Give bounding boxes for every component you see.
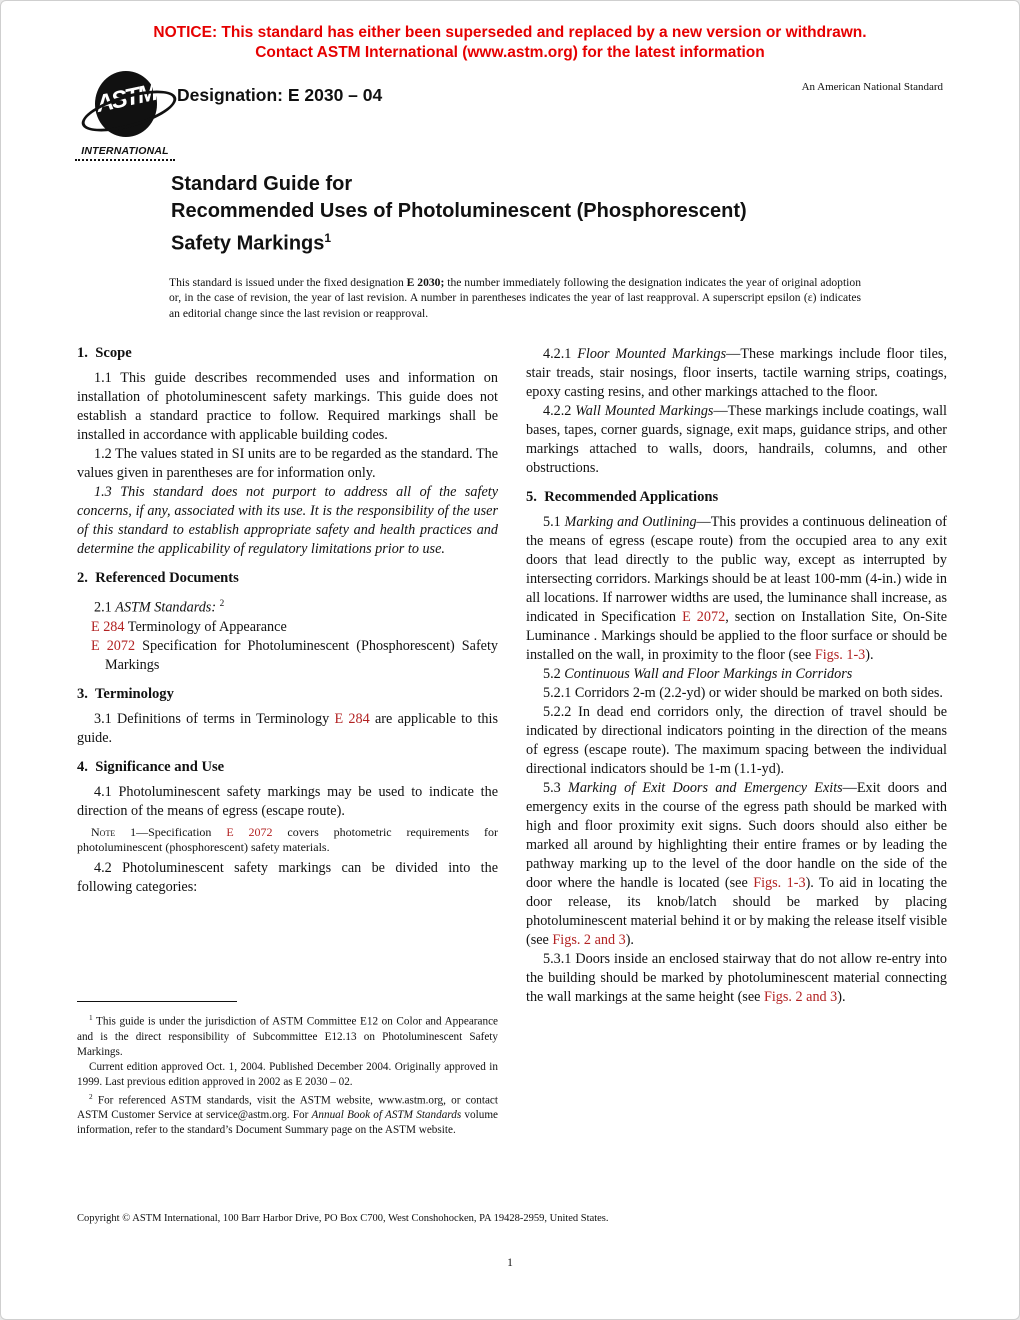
text-segment: 2: [89, 1092, 93, 1101]
reference-link[interactable]: E 2072: [682, 609, 726, 625]
copyright-line: Copyright © ASTM International, 100 Barr Harbor Drive, PO Box C700, West Conshohocken, PA 19428-2959, United States.: [77, 1213, 609, 1224]
section-heading: 1. Scope: [77, 345, 132, 361]
paragraph: [526, 345, 947, 402]
superseded-notice: [1, 23, 1019, 62]
notice-line-1: NOTICE: This standard has either been superseded and replaced by a new version or withdrawn.: [153, 24, 867, 41]
footnote: [77, 1090, 498, 1139]
paragraph: [77, 710, 498, 748]
document-title: [171, 171, 891, 258]
text-segment: This guide is under the jurisdiction of ASTM Committee E12 on Color and Appearance and is the direct responsibility of Subcommittee E12.13 on Photoluminescent Safety Markings.: [77, 1015, 498, 1058]
astm-logo-letters: ASTM: [93, 79, 159, 118]
title-line-3-text: Safety Markings: [171, 232, 325, 255]
text-segment: 5.2.2 In dead end corridors only, the direction of travel should be indicated by directional indicators pointing in the direction of the means of egress (escape route). The maximum spacing between the individual directional indicators should be 1-m (1.1-yd).: [526, 704, 947, 777]
text-segment: E 2030;: [406, 275, 445, 289]
text-segment: covers photometric requirements for photoluminescent (phosphorescent) safety materials.: [77, 824, 499, 855]
issuance-statement: [169, 275, 861, 322]
text-segment: 4.2 Photoluminescent safety markings can be divided into the following categories:: [77, 859, 498, 895]
text-segment: ).: [837, 989, 846, 1005]
text-segment: , section on Installation Site, On-Site Luminance . Markings should be applied to the floor surface or should be installed on the wall, in proximity to the floor (see: [526, 609, 947, 663]
text-segment: 4.2.1: [543, 346, 578, 362]
footnote: [77, 1011, 498, 1060]
text-segment: Specification for Photoluminescent (Phosphorescent) Safety Markings: [105, 637, 499, 673]
american-national-standard-label: An American National Standard: [801, 81, 943, 93]
title-line-2: Recommended Uses of Photoluminescent (Phosphorescent): [171, 200, 747, 222]
text-segment: —Specification: [136, 824, 227, 839]
section-heading: 4. Significance and Use: [77, 758, 225, 775]
section-heading: 5. Recommended Applications: [526, 489, 719, 505]
text-segment: are applicable to this guide.: [77, 710, 498, 746]
text-segment: This standard is issued under the fixed designation: [169, 275, 407, 289]
text-segment: 4.2.2: [543, 403, 576, 419]
paragraph: [77, 594, 498, 618]
footnote: [77, 1060, 498, 1090]
text-segment: ).: [625, 932, 634, 948]
reference-link[interactable]: E 2072: [226, 824, 273, 839]
paragraph: [77, 618, 498, 637]
text-segment: For referenced ASTM standards, visit the ASTM website, www.astm.org, or contact ASTM Customer Service at service@astm.org. For: [77, 1094, 498, 1122]
notice-line-2: Contact ASTM International (www.astm.org) for the latest information: [255, 43, 765, 61]
section-heading: 2. Referenced Documents: [77, 570, 239, 586]
paragraph: [77, 369, 498, 445]
text-segment: —This provides a continuous delineation of the means of egress (escape route) from the occupied area to any exit doors that lead directly to the public way, except as interrupted by intersecting corridors. Markings should be at least 100-mm (4-in.) wide in all locations. If narrower widths are used, the luminance shall increase, as indicated in Specification: [526, 514, 948, 625]
text-segment: —These markings include coatings, wall bases, tapes, corner guards, signage, exit maps, guidance strips, and other markings attached to walls, doors, handrails, columns, and other obstructions.: [526, 403, 947, 476]
paragraph: [526, 950, 947, 1007]
text-segment: Note 1: [91, 824, 137, 839]
paragraph: [526, 665, 947, 684]
right-column: [526, 345, 947, 1007]
text-segment: Terminology of Appearance: [124, 618, 287, 635]
text-segment: Floor Mounted Markings: [577, 346, 727, 362]
paragraph: [77, 783, 498, 821]
text-segment: 1.2 The values stated in SI units are to be regarded as the standard. The values given in parentheses are for information only.: [77, 446, 498, 481]
reference-link[interactable]: Figs. 2 and 3: [763, 989, 838, 1005]
reference-link[interactable]: E 284: [91, 618, 125, 635]
left-column: [77, 345, 498, 897]
paragraph: [526, 684, 947, 703]
footnote-divider: [77, 1001, 237, 1002]
paragraph: [77, 483, 498, 559]
page-number: 1: [507, 1257, 513, 1269]
text-segment: Marking and Outlining: [564, 514, 697, 530]
astm-logo: [75, 67, 175, 161]
title-line-3: [171, 225, 891, 258]
text-segment: 1.1 This guide describes recommended uses and information on installation of photoluminescent safety markings. This guide does not establish a standard practice to follow. Required markings shall be installed in accordance with applicable building codes.: [77, 370, 498, 443]
paragraph: [77, 825, 498, 856]
text-segment: volume information, refer to the standard’s Document Summary page on the ASTM website.: [77, 1109, 498, 1137]
paragraph: [526, 703, 947, 779]
text-segment: 5.1: [543, 514, 565, 530]
text-segment: 2: [219, 598, 225, 608]
reference-link[interactable]: Figs. 2 and 3: [552, 932, 626, 948]
text-segment: 3.1 Definitions of terms in Terminology: [94, 710, 335, 727]
reference-link[interactable]: E 2072: [91, 637, 136, 654]
text-segment: 1: [89, 1014, 93, 1022]
title-footnote-ref: 1: [324, 231, 332, 245]
reference-link[interactable]: E 284: [334, 710, 370, 727]
designation-label: Designation: E 2030 – 04: [177, 85, 383, 105]
footnotes-block: [77, 1001, 498, 1138]
text-segment: 5.3: [543, 780, 568, 796]
text-segment: 5.3.1 Doors inside an enclosed stairway that do not allow re-entry into the building should be marked by photoluminescent material connecting the wall markings at the same height (see: [526, 951, 947, 1005]
text-segment: 2.1: [94, 599, 116, 616]
text-segment: the number immediately following the designation indicates the year of original adoption or, in the case of revision, the year of last revision. A number in parentheses indicates the year of last reapproval. A superscript epsilon (ε) indicates an editorial change since the last revision or reapproval.: [169, 275, 861, 321]
astm-logo-subtitle: INTERNATIONAL: [75, 145, 175, 161]
astm-globe-icon: [89, 67, 161, 143]
text-segment: Current edition approved Oct. 1, 2004. Published December 2004. Originally approved in 1999. Last previous edition approved in 2002 as E 2030 – 02.: [77, 1060, 498, 1088]
text-segment: 1.3 This standard does not purport to address all of the safety concerns, if any, associated with its use. It is the responsibility of the user of this standard to establish appropriate safety and health practices and determine the applicability of regulatory limitations prior to use.: [77, 484, 498, 557]
paragraph: [77, 859, 498, 897]
paragraph: [526, 779, 947, 950]
text-segment: 4.1 Photoluminescent safety markings may be used to indicate the direction of the means of egress (escape route).: [77, 783, 498, 819]
paragraph: [77, 445, 498, 483]
paragraph: [526, 402, 947, 478]
text-segment: 5.2: [543, 666, 565, 682]
paragraph: [77, 637, 498, 675]
text-segment: Marking of Exit Doors and Emergency Exits: [568, 780, 843, 796]
text-segment: —These markings include floor tiles, stair treads, stair nosings, floor inserts, tactile warning strips, coatings, epoxy casting resins, and other markings attached to the floor.: [526, 346, 947, 400]
text-segment: —Exit doors and emergency exits in the course of the egress path should be marked with high and floor proximity exit signs. Such doors should also either be marked all around by highlighting their entire frames or by leading the pathway marking up to the level of the door handle on the side of the door where the handle is located (see: [526, 780, 948, 891]
text-segment: Continuous Wall and Floor Markings in Corridors: [564, 666, 853, 682]
text-segment: 5.2.1 Corridors 2-m (2.2-yd) or wider should be marked on both sides.: [543, 685, 943, 701]
title-line-1: Standard Guide for: [171, 173, 353, 195]
text-segment: Wall Mounted Markings: [575, 403, 714, 419]
text-segment: ). To aid in locating the door release, its knob/latch should be marked by placing photoluminescent material behind it or by making the release itself visible (see: [526, 875, 947, 948]
text-segment: ).: [865, 647, 874, 663]
paragraph: [526, 513, 947, 665]
section-heading: 3. Terminology: [77, 685, 174, 702]
text-segment: Annual Book of ASTM Standards: [311, 1109, 462, 1122]
text-segment: ASTM Standards:: [115, 599, 217, 616]
reference-link[interactable]: Figs. 1-3: [814, 647, 866, 663]
reference-link[interactable]: Figs. 1-3: [753, 875, 806, 891]
